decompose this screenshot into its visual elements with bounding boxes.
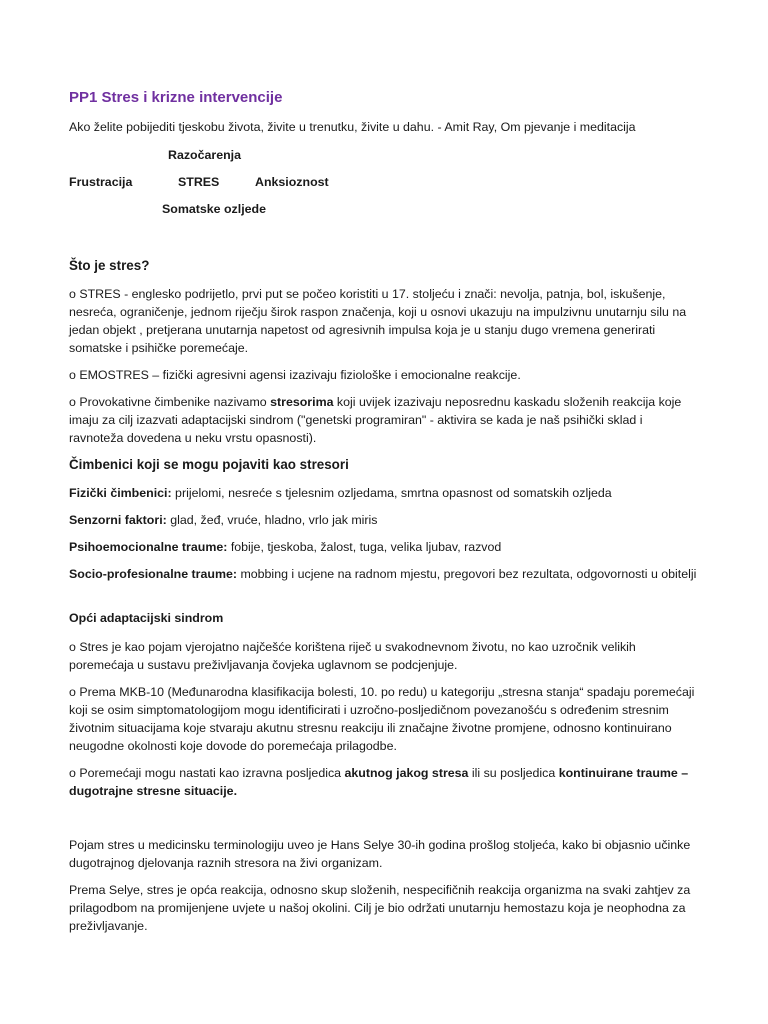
- paragraph-selye-1: Pojam stres u medicinsku terminologiju uveo je Hans Selye 30-ih godina prošlog stoljeća, kako bi objasnio učinke dugotrajnog djelovanja raznih stresora na živi organizam.: [69, 838, 691, 870]
- factor-label: Psihoemocionalne traume:: [69, 540, 228, 554]
- factor-item: [69, 511, 699, 529]
- factor-text: fobije, tjeskoba, žalost, tuga, velika ljubav, razvod: [227, 540, 502, 554]
- factor-item: [69, 484, 699, 502]
- diagram-center: STRES: [178, 175, 220, 189]
- section-heading-oas: Opći adaptacijski sindrom: [69, 611, 224, 625]
- diagram-left: Frustracija: [69, 175, 133, 189]
- factor-text: mobbing i ucjene na radnom mjestu, pregovori bez rezultata, odgovornosti u obitelji: [237, 567, 697, 581]
- factor-label: Fizički čimbenici:: [69, 486, 172, 500]
- text-span: ili su posljedica: [468, 766, 559, 780]
- text-span: koji uvijek izazivaju neposrednu kaskadu složenih reakcija koje imaju za cilj izazvati adaptacijski sindrom ("genetski programiran" - aktivira se kada je naš psihički sklad i ravnoteža dovedena u neku vrstu opasnosti).: [69, 395, 682, 445]
- paragraph-selye-2: Prema Selye, stres je opća reakcija, odnosno skup složenih, nespecifičnih reakcija organizma na svaki zahtjev za prilagodbom na promijenjene uvjete u našoj okolini. Cilj je bio održati unutarnju hemostazu koja je neophodna za preživljavanje.: [69, 883, 691, 933]
- factor-item: [69, 538, 699, 556]
- factor-label: Socio-profesionalne traume:: [69, 567, 237, 581]
- factor-label: Senzorni faktori:: [69, 513, 167, 527]
- diagram-right: Anksioznost: [255, 175, 329, 189]
- bold-term: akutnog jakog stresa: [344, 766, 469, 780]
- section-heading-what-is-stress: Što je stres?: [69, 258, 150, 273]
- paragraph-oas-3: [69, 764, 699, 800]
- factor-text: glad, žeđ, vruće, hladno, vrlo jak miris: [166, 513, 378, 527]
- bold-term: kontinuirane traume – dugotrajne stresne situacije.: [69, 766, 689, 798]
- paragraph-oas-2: o Prema MKB-10 (Međunarodna klasifikacija bolesti, 10. po redu) u kategoriju „stresna stanja“ spadaju poremećaji koji se osim simptomatologijom mogu identificirati i uzročno-posljedičnom povezanošću s određenim stresnim životnim situacijama koje stvaraju akutnu stresnu reakciju ili značajne životne promjene, odnosno kontinuirano neugodne okolnosti koje dovode do poremećaja prilagodbe.: [69, 685, 695, 753]
- diagram-bottom: Somatske ozljede: [162, 202, 266, 216]
- bold-term: stresorima: [270, 395, 334, 409]
- page-title: PP1 Stres i krizne intervencije: [69, 89, 283, 106]
- text-span: o Poremećaji mogu nastati kao izravna posljedica: [69, 766, 345, 780]
- factor-item: [69, 565, 699, 583]
- paragraph-provocative: [69, 393, 699, 447]
- factor-text: prijelomi, nesreće s tjelesnim ozljedama, smrtna opasnost od somatskih ozljeda: [171, 486, 612, 500]
- diagram-top: Razočarenja: [168, 148, 242, 162]
- text-span: o Provokativne čimbenike nazivamo: [69, 395, 271, 409]
- paragraph-emostres: o EMOSTRES – fizički agresivni agensi izazivaju fiziološke i emocionalne reakcije.: [69, 368, 521, 382]
- paragraph-oas-1: o Stres je kao pojam vjerojatno najčešće korištena riječ u svakodnevnom životu, no kao uzročnik velikih poremećaja u sustavu preživljavanja čovjeka uglavnom se podcjenjuje.: [69, 640, 636, 672]
- section-heading-stressors: Čimbenici koji se mogu pojaviti kao stresori: [69, 457, 349, 472]
- paragraph-stres: o STRES - englesko podrijetlo, prvi put se počeo koristiti u 17. stoljeću i znači: nevolja, patnja, bol, iskušenje, nesreća, ograničenje, jednom riječju širok raspon značenja, koji u osnovi ukazuju na impulzivnu unutarnju silu na jedan objekt , pretjerana unutarnja napetost od agresivnih impulsa koja je u stanju dugo vremena generirati somatske i psihičke poremećaje.: [69, 287, 687, 355]
- quote: Ako želite pobijediti tjeskobu života, živite u trenutku, živite u dahu. - Amit Ray, Om pjevanje i meditacija: [69, 120, 636, 134]
